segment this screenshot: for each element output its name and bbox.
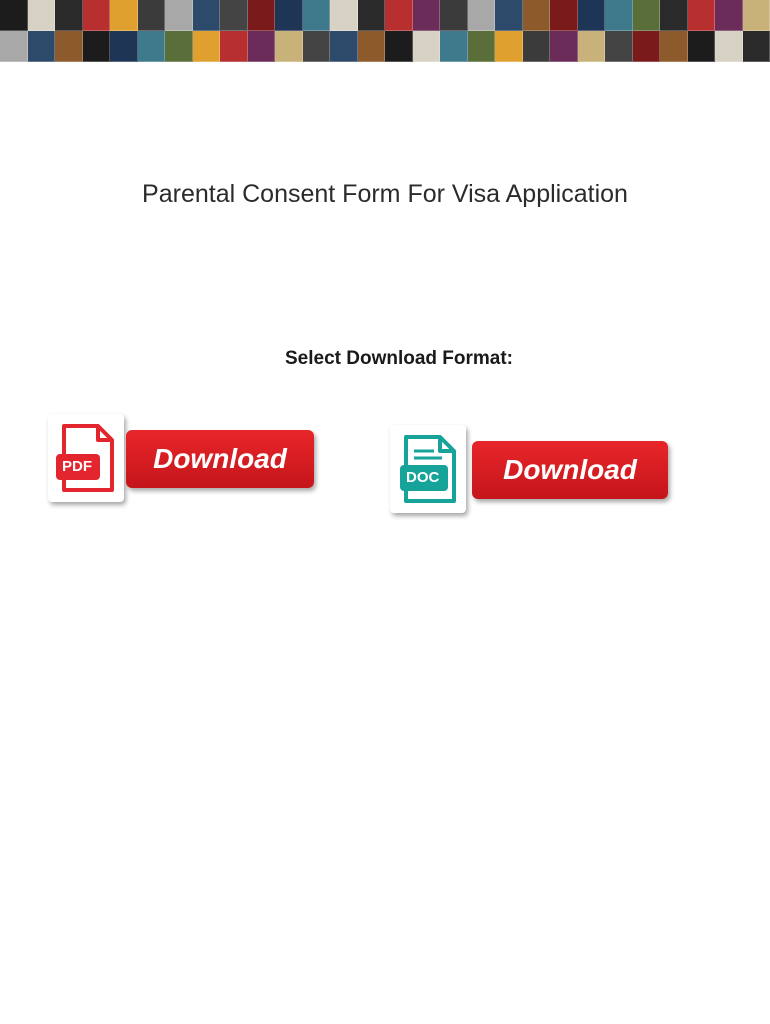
banner-thumbnail — [660, 31, 688, 62]
banner-thumbnail — [330, 31, 358, 62]
banner-thumbnail — [660, 0, 688, 31]
banner-thumbnail — [633, 0, 661, 31]
banner-thumbnail — [468, 0, 496, 31]
banner-thumbnail — [110, 0, 138, 31]
banner-thumbnail — [220, 31, 248, 62]
pdf-download-button[interactable]: Download — [126, 430, 314, 488]
select-format-heading: Select Download Format: — [284, 348, 514, 369]
banner-thumbnail — [743, 0, 770, 31]
banner-thumbnail — [578, 0, 606, 31]
banner-thumbnail — [523, 31, 551, 62]
banner-thumbnail — [688, 31, 716, 62]
banner-thumbnail — [715, 0, 743, 31]
banner-thumbnail — [248, 31, 276, 62]
banner-thumbnail — [248, 0, 276, 31]
page-title: Parental Consent Form For Visa Application — [142, 180, 628, 208]
banner-thumbnail — [165, 0, 193, 31]
banner-thumbnail — [0, 31, 28, 62]
banner-thumbnail — [550, 31, 578, 62]
banner-thumbnail — [688, 0, 716, 31]
banner-thumbnail — [0, 0, 28, 31]
banner-thumbnail — [193, 31, 221, 62]
banner-thumbnail — [83, 31, 111, 62]
banner-thumbnail — [715, 31, 743, 62]
pdf-download-option[interactable] — [48, 414, 318, 506]
banner-thumbnail — [138, 31, 166, 62]
banner-thumbnail — [605, 0, 633, 31]
banner-thumbnail — [358, 31, 386, 62]
banner-thumbnail — [743, 31, 770, 62]
banner-thumbnail — [413, 0, 441, 31]
pdf-file-icon[interactable] — [48, 414, 124, 502]
banner-thumbnail — [495, 0, 523, 31]
banner-thumbnail — [55, 0, 83, 31]
banner-thumbnail — [303, 0, 331, 31]
header-thumbnail-banner — [0, 0, 770, 62]
banner-thumbnail — [385, 31, 413, 62]
banner-thumbnail — [193, 0, 221, 31]
banner-thumbnail — [550, 0, 578, 31]
banner-thumbnail — [440, 0, 468, 31]
banner-thumbnail — [578, 31, 606, 62]
banner-thumbnail — [28, 31, 56, 62]
banner-thumbnail — [330, 0, 358, 31]
banner-thumbnail — [440, 31, 468, 62]
pdf-format-label: PDF — [62, 458, 92, 475]
doc-format-label: DOC — [406, 469, 440, 486]
banner-thumbnail — [28, 0, 56, 31]
banner-thumbnail — [55, 31, 83, 62]
banner-thumbnail — [138, 0, 166, 31]
banner-thumbnail — [275, 31, 303, 62]
banner-thumbnail — [413, 31, 441, 62]
banner-thumbnail — [110, 31, 138, 62]
banner-thumbnail — [303, 31, 331, 62]
banner-thumbnail — [468, 31, 496, 62]
banner-thumbnail — [633, 31, 661, 62]
banner-thumbnail — [83, 0, 111, 31]
banner-thumbnail — [275, 0, 303, 31]
banner-thumbnail — [495, 31, 523, 62]
doc-download-option[interactable] — [390, 425, 672, 517]
banner-thumbnail — [165, 31, 193, 62]
banner-thumbnail — [220, 0, 248, 31]
banner-thumbnail — [523, 0, 551, 31]
banner-thumbnail — [358, 0, 386, 31]
doc-download-button[interactable]: Download — [472, 441, 668, 499]
banner-thumbnail — [385, 0, 413, 31]
banner-thumbnail — [605, 31, 633, 62]
doc-file-icon[interactable] — [390, 425, 466, 513]
